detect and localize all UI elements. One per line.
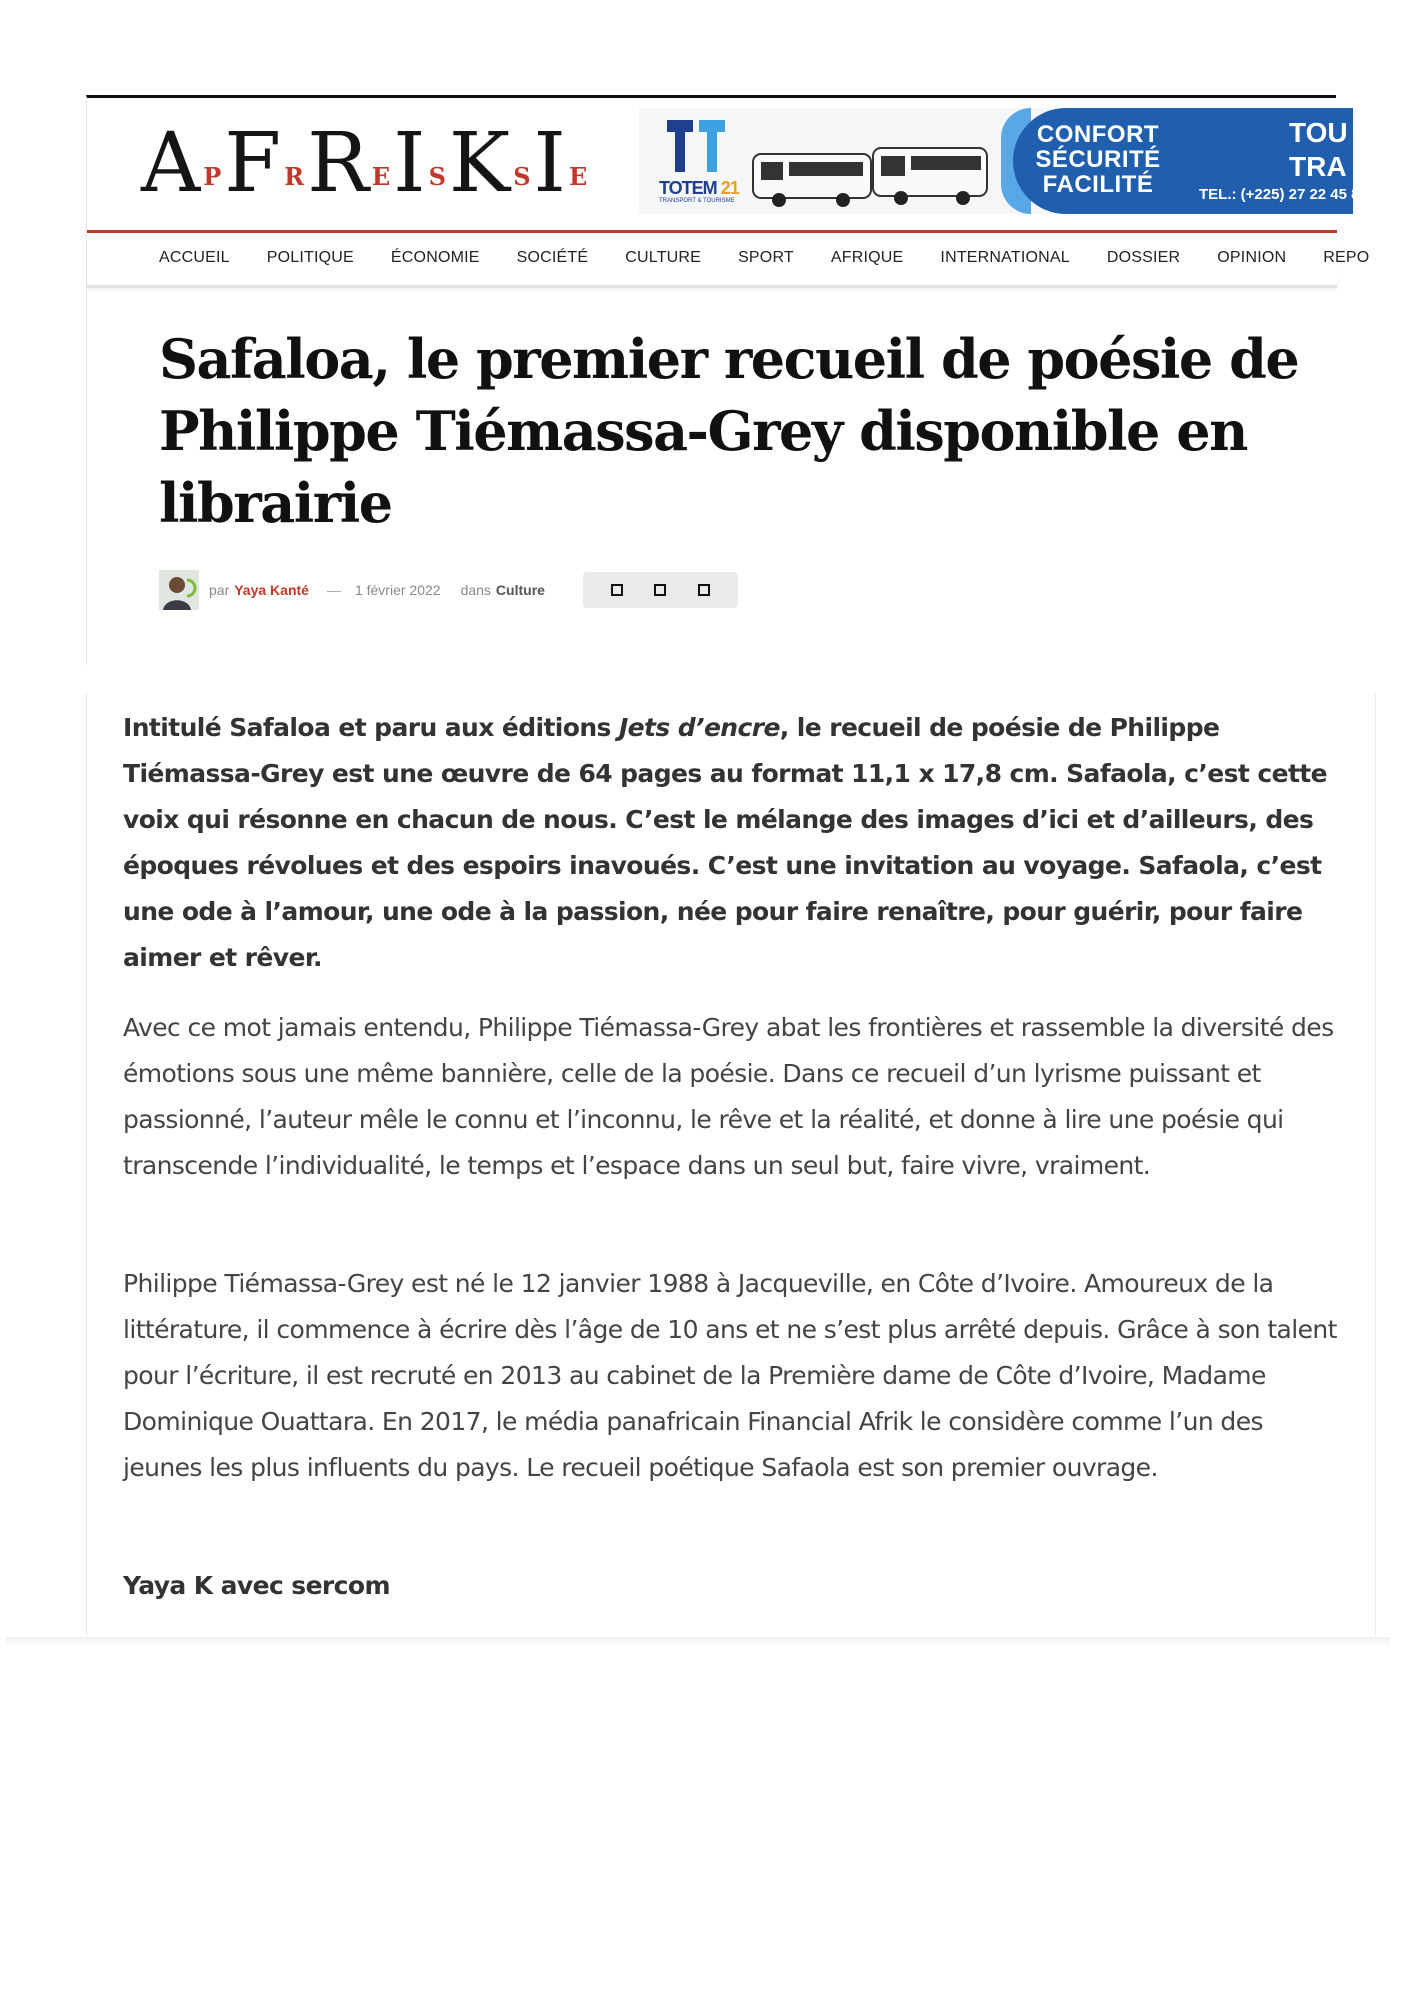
nav-item-politique[interactable]: POLITIQUE: [266, 249, 354, 266]
nav-item-accueil[interactable]: ACCUEIL: [159, 249, 230, 266]
banner-slogan-line: FACILITÉ: [1042, 171, 1154, 198]
buses-icon: [751, 144, 991, 210]
totem-logo-icon: [663, 120, 733, 176]
lead-text-after: , le recueil de poésie de Philippe Tiémassa-Grey est une œuvre de 64 pages au format 11,1 x 17,8 cm. Safaola, c’est cette voix qui résonne en chacun de nous. C’est le mélange des images d’ici et d’ailleurs, des époques révolues et des espoirs inavoués. C’est une invitation au voyage. Safaola, c’est une ode à l’amour, une ode à la passion, née pour faire renaître, pour guérir, pour faire aimer et rêver.: [123, 713, 1328, 972]
page-header-frame: [86, 95, 1370, 665]
logo-inner-letter: S: [428, 161, 446, 191]
nav-item-economie[interactable]: ÉCONOMIE: [390, 249, 480, 266]
article-signature: Yaya K avec sercom: [123, 1571, 390, 1600]
article-meta: [159, 568, 738, 612]
meta-by: par: [209, 582, 230, 598]
logo-letter: R: [307, 116, 369, 211]
nav-item-societe[interactable]: SOCIÉTÉ: [516, 249, 589, 266]
banner-slogan: [1033, 122, 1163, 197]
main-navigation: [87, 233, 1370, 288]
site-header: [87, 98, 1360, 230]
nav-item-culture[interactable]: CULTURE: [625, 249, 702, 266]
banner-slogan-line: SÉCURITÉ: [1035, 146, 1161, 173]
share-buttons: [583, 572, 738, 608]
logo-letter: I: [533, 116, 566, 211]
nav-item-reportage[interactable]: REPO: [1323, 249, 1370, 266]
banner-right-line: TOU: [1289, 117, 1348, 148]
nav-item-opinion[interactable]: OPINION: [1217, 249, 1287, 266]
lead-text-before: Intitulé Safaloa et paru aux éditions: [123, 713, 619, 742]
banner-brand: [659, 178, 739, 199]
whatsapp-share-icon[interactable]: [698, 584, 710, 596]
nav-item-afrique[interactable]: AFRIQUE: [830, 249, 904, 266]
nav-item-dossier[interactable]: DOSSIER: [1106, 249, 1181, 266]
article-paragraph: Philippe Tiémassa-Grey est né le 12 janvier 1988 à Jacqueville, en Côte d’Ivoire. Amoureux de la littérature, il commence à écrire dès l’âge de 10 ans et ne s’est plus arrêté depuis. Grâce à son talent pour l’écriture, il est recruté en 2013 au cabinet de la Première dame de Côte d’Ivoire, Madame Dominique Ouattara. En 2017, le média panafricain Financial Afrik le considère comme l’un des jeunes les plus influents du pays. Le recueil poétique Safaola est son premier ouvrage.: [123, 1269, 1337, 1482]
nav-item-sport[interactable]: SPORT: [738, 249, 794, 266]
meta-separator: —: [326, 582, 341, 598]
article-paragraph: Avec ce mot jamais entendu, Philippe Tiémassa-Grey abat les frontières et rassemble la diversité des émotions sous une même bannière, celle de la poésie. Dans ce recueil d’un lyrisme puissant et passionné, l’auteur mêle le connu et l’inconnu, le rêve et la réalité, et donne à lire une poésie qui transcende l’individualité, le temps et l’espace dans un seul but, faire vivre, vraiment.: [123, 1013, 1334, 1180]
meta-in: dans: [460, 582, 491, 598]
lead-publisher: Jets d’encre: [618, 713, 780, 742]
logo-letter: A: [141, 116, 201, 211]
banner-right-text: [1289, 116, 1348, 184]
banner-right-line: TRA: [1289, 151, 1347, 182]
logo-inner-letter: E: [568, 161, 588, 191]
facebook-share-icon[interactable]: [611, 584, 623, 596]
ad-banner-totem[interactable]: [639, 108, 1360, 214]
banner-phone: TEL.: (+225) 27 22 45 8: [1199, 186, 1360, 203]
nav-item-international[interactable]: INTERNATIONAL: [940, 249, 1070, 266]
logo-inner-letter: R: [284, 161, 305, 191]
logo-letter: I: [393, 116, 426, 211]
site-logo[interactable]: [141, 116, 590, 211]
article-body: [86, 693, 1376, 1643]
author-link[interactable]: Yaya Kanté: [234, 582, 309, 598]
logo-inner-letter: E: [371, 161, 391, 191]
article-title: Safaloa, le premier recueil de poésie de Philippe Tiémassa-Grey disponible en librairie: [159, 327, 1299, 535]
logo-letter: K: [448, 116, 511, 211]
logo-letter: F: [224, 116, 282, 211]
banner-slogan-line: CONFORT: [1036, 121, 1160, 148]
author-avatar-icon: [159, 570, 199, 610]
banner-brand-sub: TRANSPORT & TOURISME: [659, 198, 735, 204]
article-lead: [123, 705, 1343, 981]
banner-brand-text: TOTEM: [659, 178, 717, 198]
author-avatar[interactable]: [159, 570, 199, 610]
twitter-share-icon[interactable]: [654, 584, 666, 596]
logo-inner-letter: P: [203, 161, 222, 191]
logo-inner-letter: S: [513, 161, 531, 191]
category-link[interactable]: Culture: [495, 582, 545, 598]
publish-date: 1 février 2022: [354, 582, 441, 598]
banner-brand-number: 21: [720, 178, 739, 198]
content-bottom-shadow: [6, 1637, 1390, 1647]
